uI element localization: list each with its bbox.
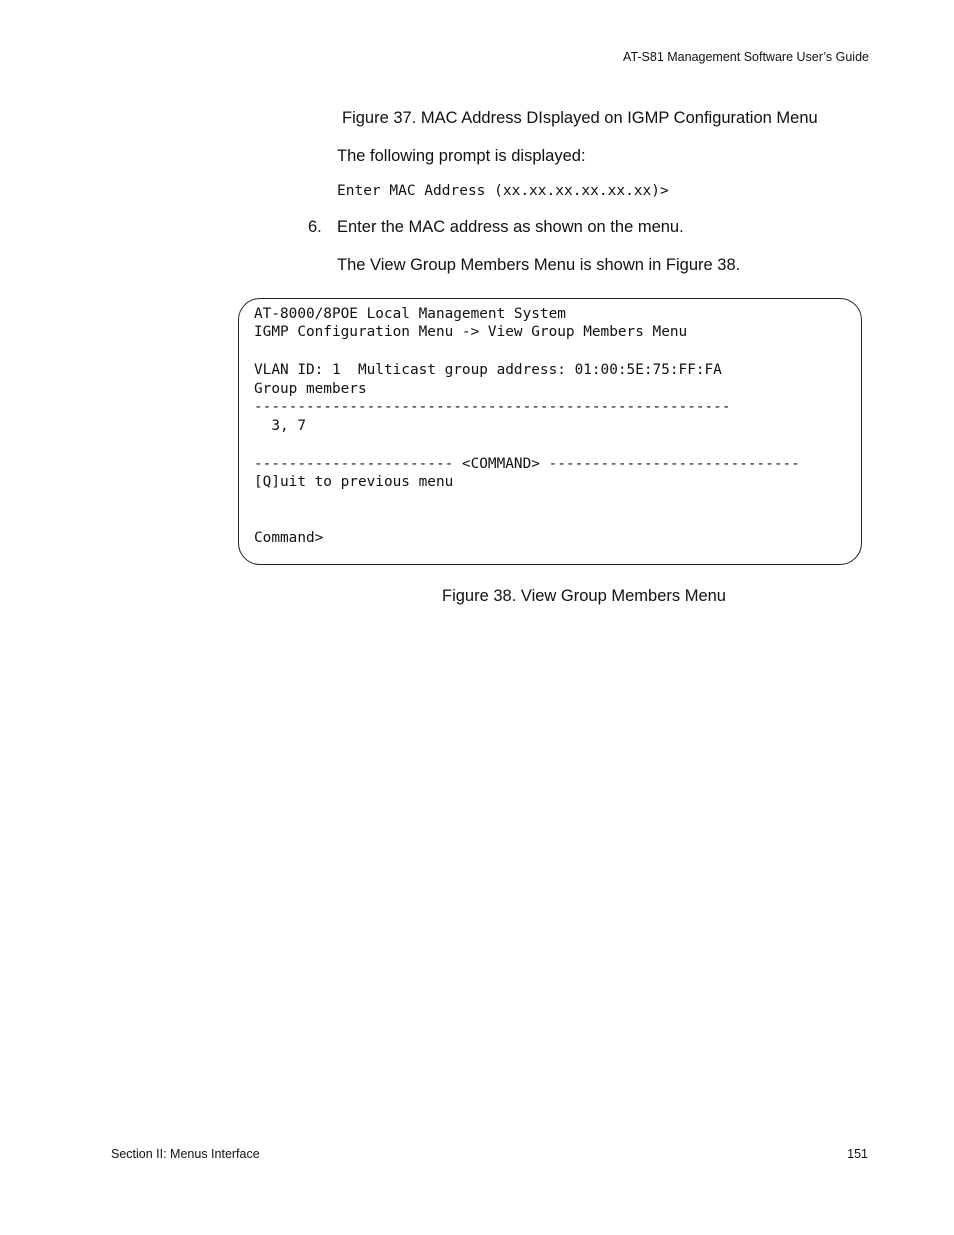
terminal-line-group-members-label: Group members xyxy=(254,381,367,397)
page-number: 151 xyxy=(847,1147,868,1161)
terminal-line-vlan-multicast: VLAN ID: 1 Multicast group address: 01:00:5E:75:FF:FA xyxy=(254,362,722,378)
terminal-line-quit-option: [Q]uit to previous menu xyxy=(254,474,454,490)
terminal-line-command-divider: ----------------------- <COMMAND> ----------------------------- xyxy=(254,456,800,472)
terminal-line-command-prompt: Command> xyxy=(254,530,324,546)
prompt-intro-paragraph: The following prompt is displayed: xyxy=(337,147,586,165)
step-text: Enter the MAC address as shown on the menu. xyxy=(337,218,684,236)
terminal-line-menu-path: IGMP Configuration Menu -> View Group Members Menu xyxy=(254,324,688,340)
figure-37-caption: Figure 37. MAC Address DIsplayed on IGMP Configuration Menu xyxy=(342,109,818,127)
running-header: AT-S81 Management Software User’s Guide xyxy=(623,50,869,64)
step-number: 6. xyxy=(308,218,322,236)
footer-section-title: Section II: Menus Interface xyxy=(111,1147,260,1161)
terminal-line-divider: ------------------------------------------------------- xyxy=(254,399,731,415)
terminal-line-system-title: AT-8000/8POE Local Management System xyxy=(254,306,566,322)
figure-38-caption: Figure 38. View Group Members Menu xyxy=(442,587,726,605)
mac-prompt-text: Enter MAC Address (xx.xx.xx.xx.xx.xx)> xyxy=(337,183,669,199)
terminal-screen xyxy=(238,298,862,565)
figure-reference-paragraph: The View Group Members Menu is shown in Figure 38. xyxy=(337,256,741,274)
terminal-line-members-list: 3, 7 xyxy=(254,418,306,434)
